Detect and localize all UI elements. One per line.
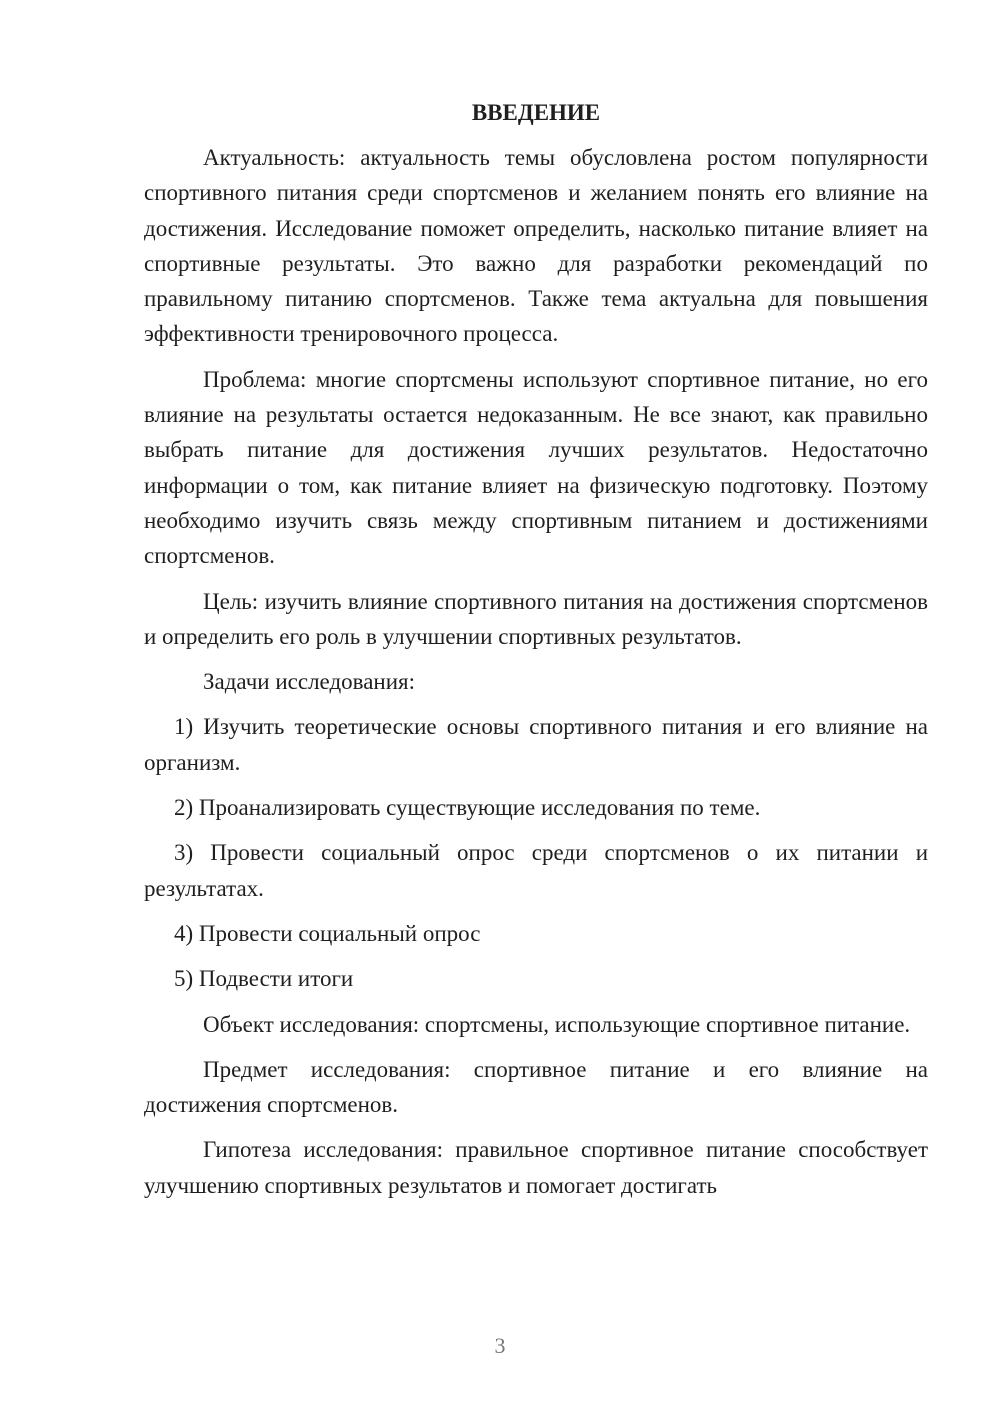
hypothesis-paragraph: Гипотеза исследования: правильное спортивное питание способствует улучшению спортивных результатов и помогает достигать <box>144 1137 928 1198</box>
section-heading: ВВЕДЕНИЕ <box>471 100 601 125</box>
goal-paragraph: Цель: изучить влияние спортивного питания на достижения спортсменов и определить его роль в улучшении спортивных результатов. <box>144 588 928 649</box>
task-item-1: 1) Изучить теоретические основы спортивного питания и его влияние на организм. <box>144 714 928 775</box>
page-number: 3 <box>494 1333 506 1358</box>
subject-paragraph: Предмет исследования: спортивное питание и его влияние на достижения спортсменов. <box>144 1056 928 1118</box>
task-item-5: 5) Подвести итоги <box>174 966 354 992</box>
relevance-paragraph: Актуальность: актуальность темы обусловлена ростом популярности спортивного питания среди спортсменов и желанием понять его влияние на достижения. Исследование поможет определить, насколько питание влияет на спортивные результаты. Это важно для разработки рекомендаций по правильному питанию спортсменов. Также тема актуальна для повышения эффективности тренировочного процесса. <box>144 145 928 347</box>
tasks-intro: Задачи исследования: <box>203 669 416 695</box>
page-content <box>144 95 928 1213</box>
task-item-3: 3) Провести социальный опрос среди спортсменов о их питании и результатах. <box>144 840 928 901</box>
object-paragraph: Объект исследования: спортсмены, использующие спортивное питание. <box>203 1011 911 1037</box>
problem-paragraph: Проблема: многие спортсмены используют спортивное питание, но его влияние на результаты остается недоказанным. Не все знают, как правильно выбрать питание для достижения лучших результатов. Недостаточно информации о том, как питание влияет на физическую подготовку. Поэтому необходимо изучить связь между спортивным питанием и достижениями спортсменов. <box>144 366 928 569</box>
task-item-2: 2) Проанализировать существующие исследования по теме. <box>174 795 761 821</box>
task-item-4: 4) Провести социальный опрос <box>174 920 481 946</box>
